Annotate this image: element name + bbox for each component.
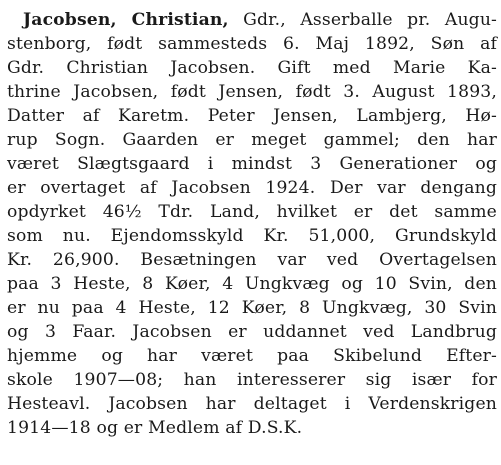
entry-line-17: Hesteavl. Jacobsen har deltaget i Verdenskrigen — [7, 394, 497, 414]
entry-line-2: stenborg, født sammesteds 6. Maj 1892, Søn af — [7, 34, 497, 54]
entry-line-8: er overtaget af Jacobsen 1924. Der var dengang — [7, 178, 497, 198]
entry-line-5: Datter af Karetm. Peter Jensen, Lambjerg, Hø- — [7, 106, 497, 126]
entry-line-18: 1914—18 og er Medlem af D.S.K. — [7, 418, 303, 438]
entry-line-1-text: Gdr., Asserballe pr. Augu- — [228, 10, 497, 30]
entry-line-16: skole 1907—08; han interesserer sig især for — [7, 370, 497, 390]
entry-line-6: rup Sogn. Gaarden er meget gammel; den har — [7, 130, 497, 150]
entry-line-14: og 3 Faar. Jacobsen er uddannet ved Landbrug — [7, 322, 497, 342]
entry-line-3: Gdr. Christian Jacobsen. Gift med Marie Ka- — [7, 58, 497, 78]
entry-line-10: som nu. Ejendomsskyld Kr. 51,000, Grundskyld — [7, 226, 497, 246]
entry-line-15: hjemme og har været paa Skibelund Efter- — [7, 346, 497, 366]
entry-line-9: opdyrket 46½ Tdr. Land, hvilket er det samme — [7, 202, 497, 222]
entry-line-4: thrine Jacobsen, født Jensen, født 3. August 1893, — [7, 82, 497, 102]
entry-line-1 — [7, 8, 497, 32]
entry-line-7: været Slægtsgaard i mindst 3 Generationer og — [7, 154, 497, 174]
entry-line-13: er nu paa 4 Heste, 12 Køer, 8 Ungkvæg, 30 Svin — [7, 298, 497, 318]
entry-line-11: Kr. 26,900. Besætningen var ved Overtagelsen — [7, 250, 497, 270]
entry-name: Jacobsen, Christian, — [23, 10, 229, 30]
biography-entry — [7, 8, 497, 440]
entry-line-12: paa 3 Heste, 8 Køer, 4 Ungkvæg og 10 Svin, den — [7, 274, 497, 294]
